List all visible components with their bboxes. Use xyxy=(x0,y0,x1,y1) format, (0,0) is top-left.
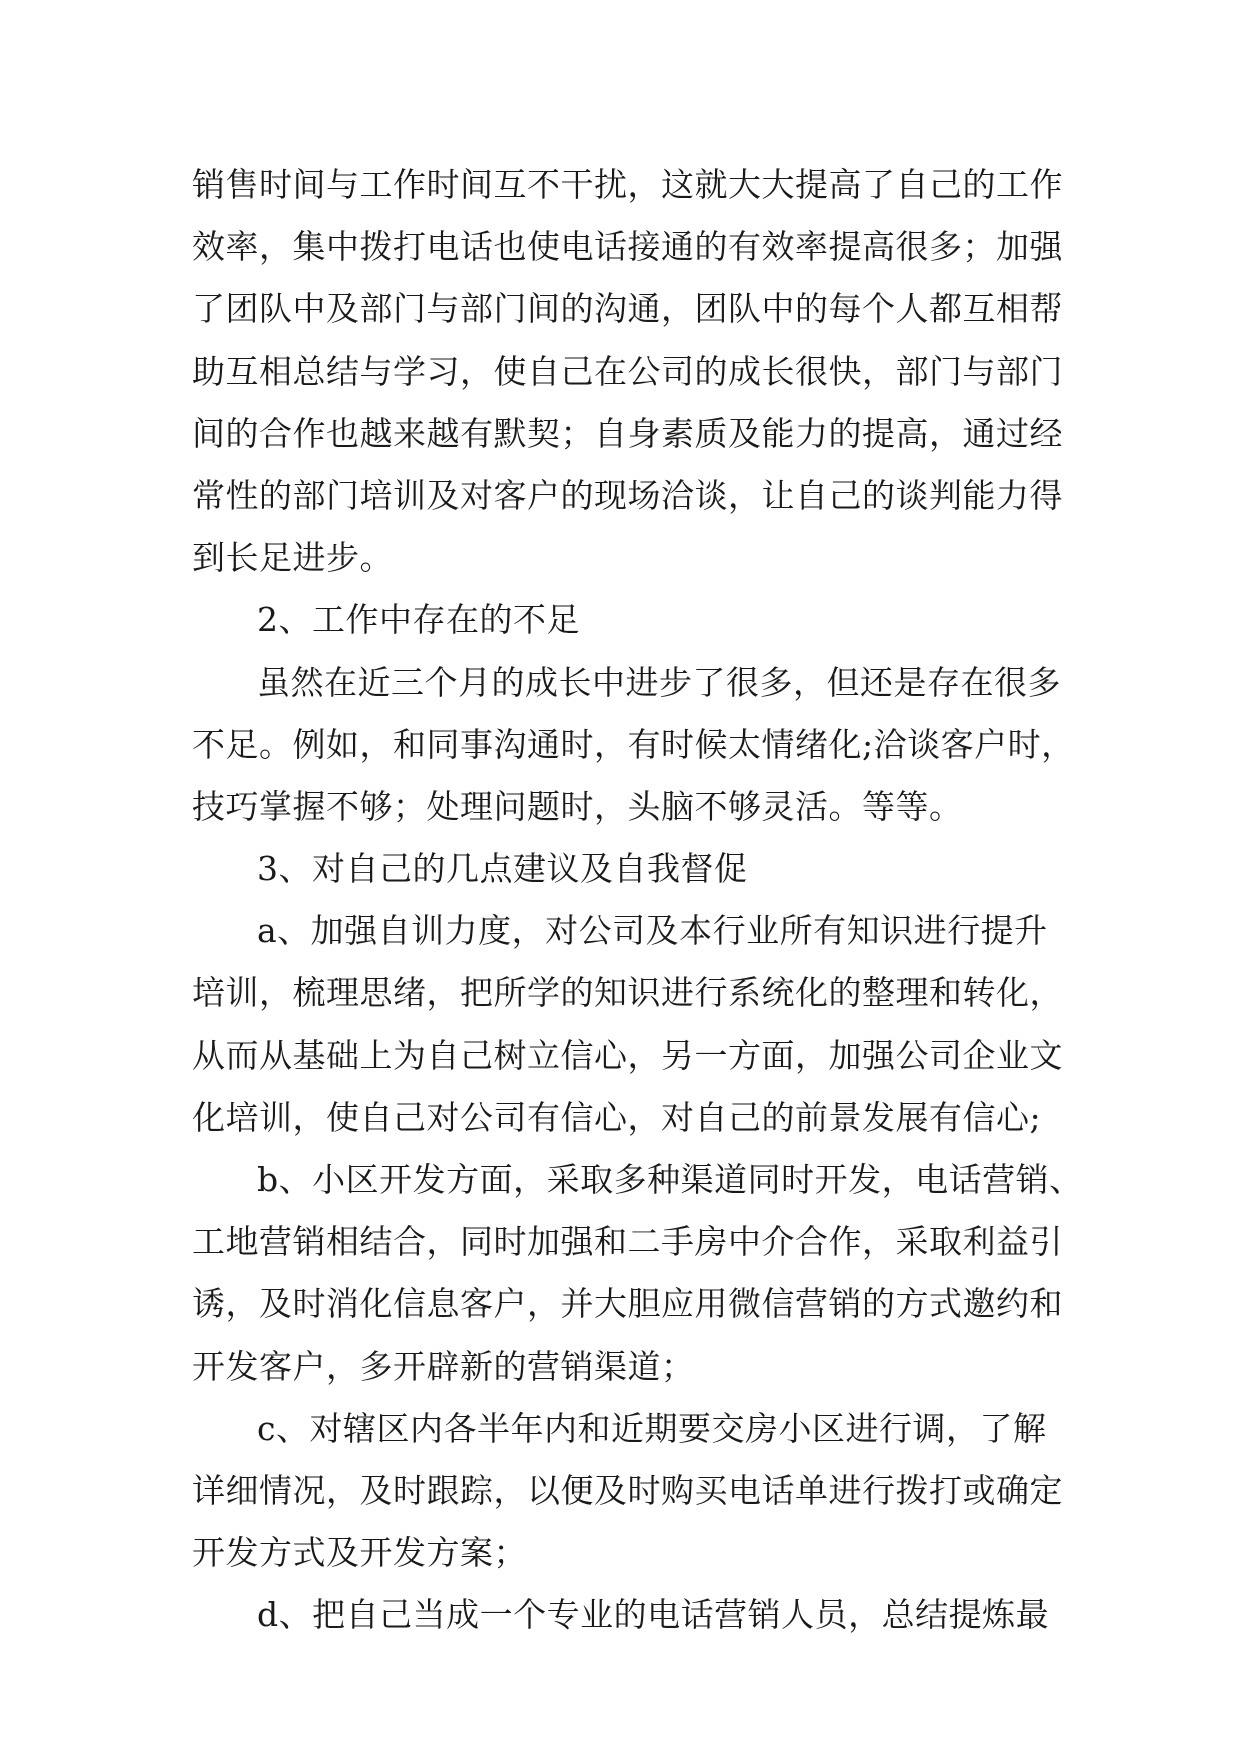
text-line: 2、工作中存在的不足 xyxy=(257,600,580,640)
text-line: c、对辖区内各半年内和近期要交房小区进行调，了解 xyxy=(257,1408,1047,1448)
text-line: d、把自己当成一个专业的电话营销人员，总结提炼最 xyxy=(257,1595,1050,1635)
text-line: 销售时间与工作时间互不干扰，这就大大提高了自己的工作 xyxy=(192,165,1063,204)
text-line: 开发方式及开发方案； xyxy=(192,1533,527,1573)
text-line: 到长足进步。 xyxy=(192,538,393,578)
text-line: 从而从基础上为自己树立信心，另一方面，加强公司企业文 xyxy=(192,1035,1063,1075)
text-line: 开发客户，多开辟新的营销渠道； xyxy=(192,1346,695,1386)
text-line: a、加强自训力度，对公司及本行业所有知识进行提升 xyxy=(257,911,1048,951)
text-line: 了团队中及部门与部门间的沟通，团队中的每个人都互相帮 xyxy=(192,289,1063,329)
text-line: 效率，集中拨打电话也使电话接通的有效率提高很多；加强 xyxy=(192,227,1063,267)
text-line: 技巧掌握不够；处理问题时，头脑不够灵活。等等。 xyxy=(192,786,963,826)
text-line: 间的合作也越来越有默契；自身素质及能力的提高，通过经 xyxy=(192,413,1063,453)
text-line: b、小区开发方面，采取多种渠道同时开发，电话营销、 xyxy=(257,1160,1083,1199)
text-line: 虽然在近三个月的成长中进步了很多，但还是存在很多 xyxy=(257,662,1061,702)
document-body xyxy=(192,154,1083,1647)
text-line: 详细情况，及时跟踪，以便及时购买电话单进行拨打或确定 xyxy=(192,1470,1063,1510)
text-line: 助互相总结与学习，使自己在公司的成长很快，部门与部门 xyxy=(192,351,1063,391)
text-line: 化培训，使自己对公司有信心，对自己的前景发展有信心; xyxy=(192,1097,1042,1137)
text-line: 培训，梳理思绪，把所学的知识进行系统化的整理和转化， xyxy=(192,973,1063,1013)
text-line: 工地营销相结合，同时加强和二手房中介合作，采取利益引 xyxy=(192,1222,1063,1262)
text-line: 常性的部门培训及对客户的现场洽谈，让自己的谈判能力得 xyxy=(192,475,1063,515)
text-line: 3、对自己的几点建议及自我督促 xyxy=(257,849,748,889)
text-line: 诱，及时消化信息客户，并大胆应用微信营销的方式邀约和 xyxy=(192,1284,1063,1324)
text-line: 不足。例如，和同事沟通时，有时候太情绪化;洽谈客户时， xyxy=(192,724,1075,764)
